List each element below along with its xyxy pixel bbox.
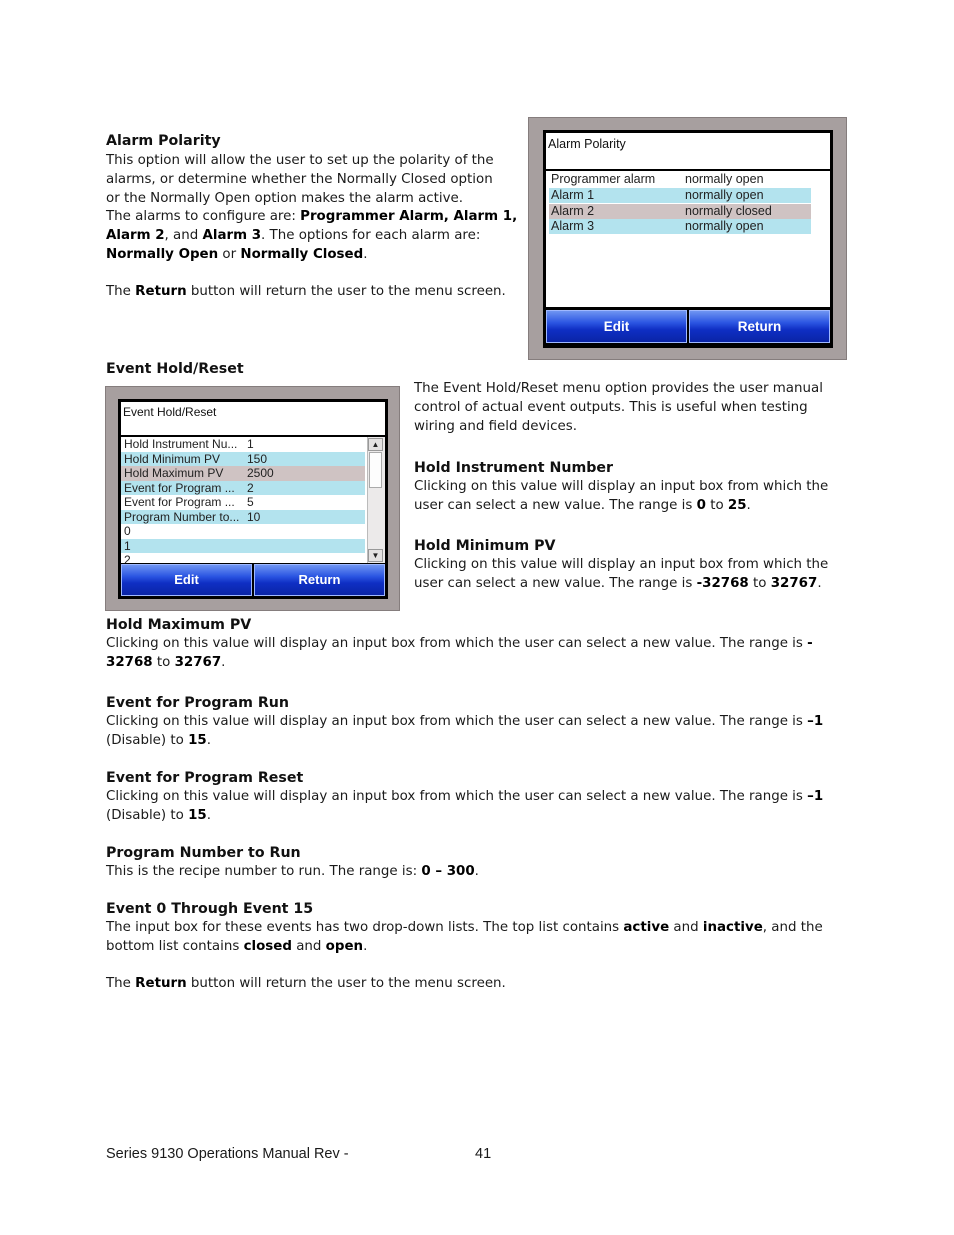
text-line: Clicking on this value will display an input box from which the user can select a new value. The range is –1 [106, 714, 824, 729]
text-line: Alarm 2, and Alarm 3. The options for each alarm are: [106, 228, 481, 244]
scroll-down-icon[interactable]: ▼ [368, 549, 383, 562]
screen-frame [118, 399, 388, 599]
list-item[interactable]: Alarm 2 normally closed [549, 204, 811, 219]
screen-title-bar [546, 133, 830, 169]
alarm-list [546, 171, 830, 307]
hold-minimum-heading: Hold Minimum PV [414, 538, 556, 554]
program-reset-heading: Event for Program Reset [106, 770, 304, 786]
scrollbar-thumb[interactable] [369, 452, 382, 488]
screen-frame [543, 130, 833, 348]
list-item[interactable]: Event for Program ... 2 [121, 481, 365, 496]
hold-minimum-description [414, 556, 828, 594]
event-return-note: The Return button will return the user to the menu screen. [106, 976, 506, 991]
program-number-heading: Program Number to Run [106, 845, 301, 861]
text-line: alarms, or determine whether the Normally Closed option [106, 171, 493, 187]
hold-instrument-description [414, 478, 828, 516]
text-line: (Disable) to 15. [106, 732, 211, 748]
list-item[interactable]: 0 [124, 524, 131, 538]
events-description [106, 919, 823, 957]
text-line: Clicking on this value will display an input box from which the user can select a new value. The range is –1 [106, 789, 824, 804]
list-item[interactable]: 1 [121, 539, 365, 554]
screen-title: Event Hold/Reset [123, 405, 217, 419]
alarm-polarity-return-note: The Return button will return the user to the menu screen. [106, 284, 506, 299]
text-line: The alarms to configure are: Programmer Alarm, Alarm 1, [106, 209, 518, 225]
text-line: control of actual event outputs. This is useful when testing [414, 399, 808, 415]
alarm-polarity-heading: Alarm Polarity [106, 133, 221, 149]
text-line: The input box for these events has two drop-down lists. The top list contains active and inactive, and the [106, 920, 823, 935]
hold-instrument-heading: Hold Instrument Number [414, 460, 614, 476]
text-line: user can select a new value. The range is 0 to 25. [414, 497, 751, 513]
list-item[interactable]: 2 [124, 553, 131, 563]
screen-title-bar [121, 402, 385, 435]
footer-page-number: 41 [475, 1146, 492, 1162]
edit-button[interactable]: Edit [121, 564, 252, 596]
footer-manual-title: Series 9130 Operations Manual Rev - [106, 1146, 349, 1162]
text-line: Clicking on this value will display an input box from which the [414, 479, 829, 494]
text-line: Clicking on this value will display an input box from which the user can select a new value. The range is - [106, 636, 813, 651]
list-item[interactable]: Programmer alarm normally open [551, 172, 764, 186]
event-hold-intro [414, 380, 823, 436]
text-line: bottom list contains closed and open. [106, 938, 368, 954]
alarm-polarity-description [106, 152, 517, 265]
hold-maximum-heading: Hold Maximum PV [106, 617, 252, 633]
hold-maximum-description [106, 635, 813, 673]
text-line: 32768 to 32767. [106, 654, 226, 670]
list-item[interactable]: Alarm 3 normally open [549, 219, 811, 234]
text-line: or the Normally Open option makes the alarm active. [106, 190, 464, 206]
text-line: user can select a new value. The range is -32768 to 32767. [414, 575, 822, 591]
text-line: Clicking on this value will display an input box from which the [414, 557, 829, 572]
text-line: wiring and field devices. [414, 418, 577, 434]
event-hold-screenshot [105, 386, 400, 611]
program-number-description: This is the recipe number to run. The range is: 0 – 300. [106, 864, 479, 879]
text-line: (Disable) to 15. [106, 807, 211, 823]
program-run-description [106, 713, 823, 751]
event-list [121, 437, 385, 563]
return-button[interactable]: Return [689, 310, 830, 343]
return-button[interactable]: Return [254, 564, 385, 596]
list-item[interactable]: Event for Program ... 5 [124, 495, 254, 509]
edit-button[interactable]: Edit [546, 310, 687, 343]
program-run-heading: Event for Program Run [106, 695, 289, 711]
text-line: Normally Open or Normally Closed. [106, 246, 368, 262]
events-heading: Event 0 Through Event 15 [106, 901, 314, 917]
text-line: The Event Hold/Reset menu option provides the user manual [414, 381, 823, 396]
list-item[interactable]: Hold Minimum PV 150 [121, 452, 365, 467]
event-hold-heading: Event Hold/Reset [106, 361, 244, 377]
list-item[interactable]: Hold Instrument Nu... 1 [124, 437, 254, 451]
program-reset-description [106, 788, 823, 826]
alarm-polarity-screenshot [528, 117, 847, 360]
list-item[interactable]: Hold Maximum PV 2500 [121, 466, 365, 481]
text-line: This option will allow the user to set up the polarity of the [106, 153, 494, 168]
scroll-up-icon[interactable]: ▲ [368, 438, 383, 451]
list-item[interactable]: Alarm 1 normally open [549, 188, 811, 203]
screen-title: Alarm Polarity [548, 137, 626, 151]
list-scrollbar[interactable] [367, 437, 385, 563]
list-item[interactable]: Program Number to... 10 [121, 510, 365, 525]
